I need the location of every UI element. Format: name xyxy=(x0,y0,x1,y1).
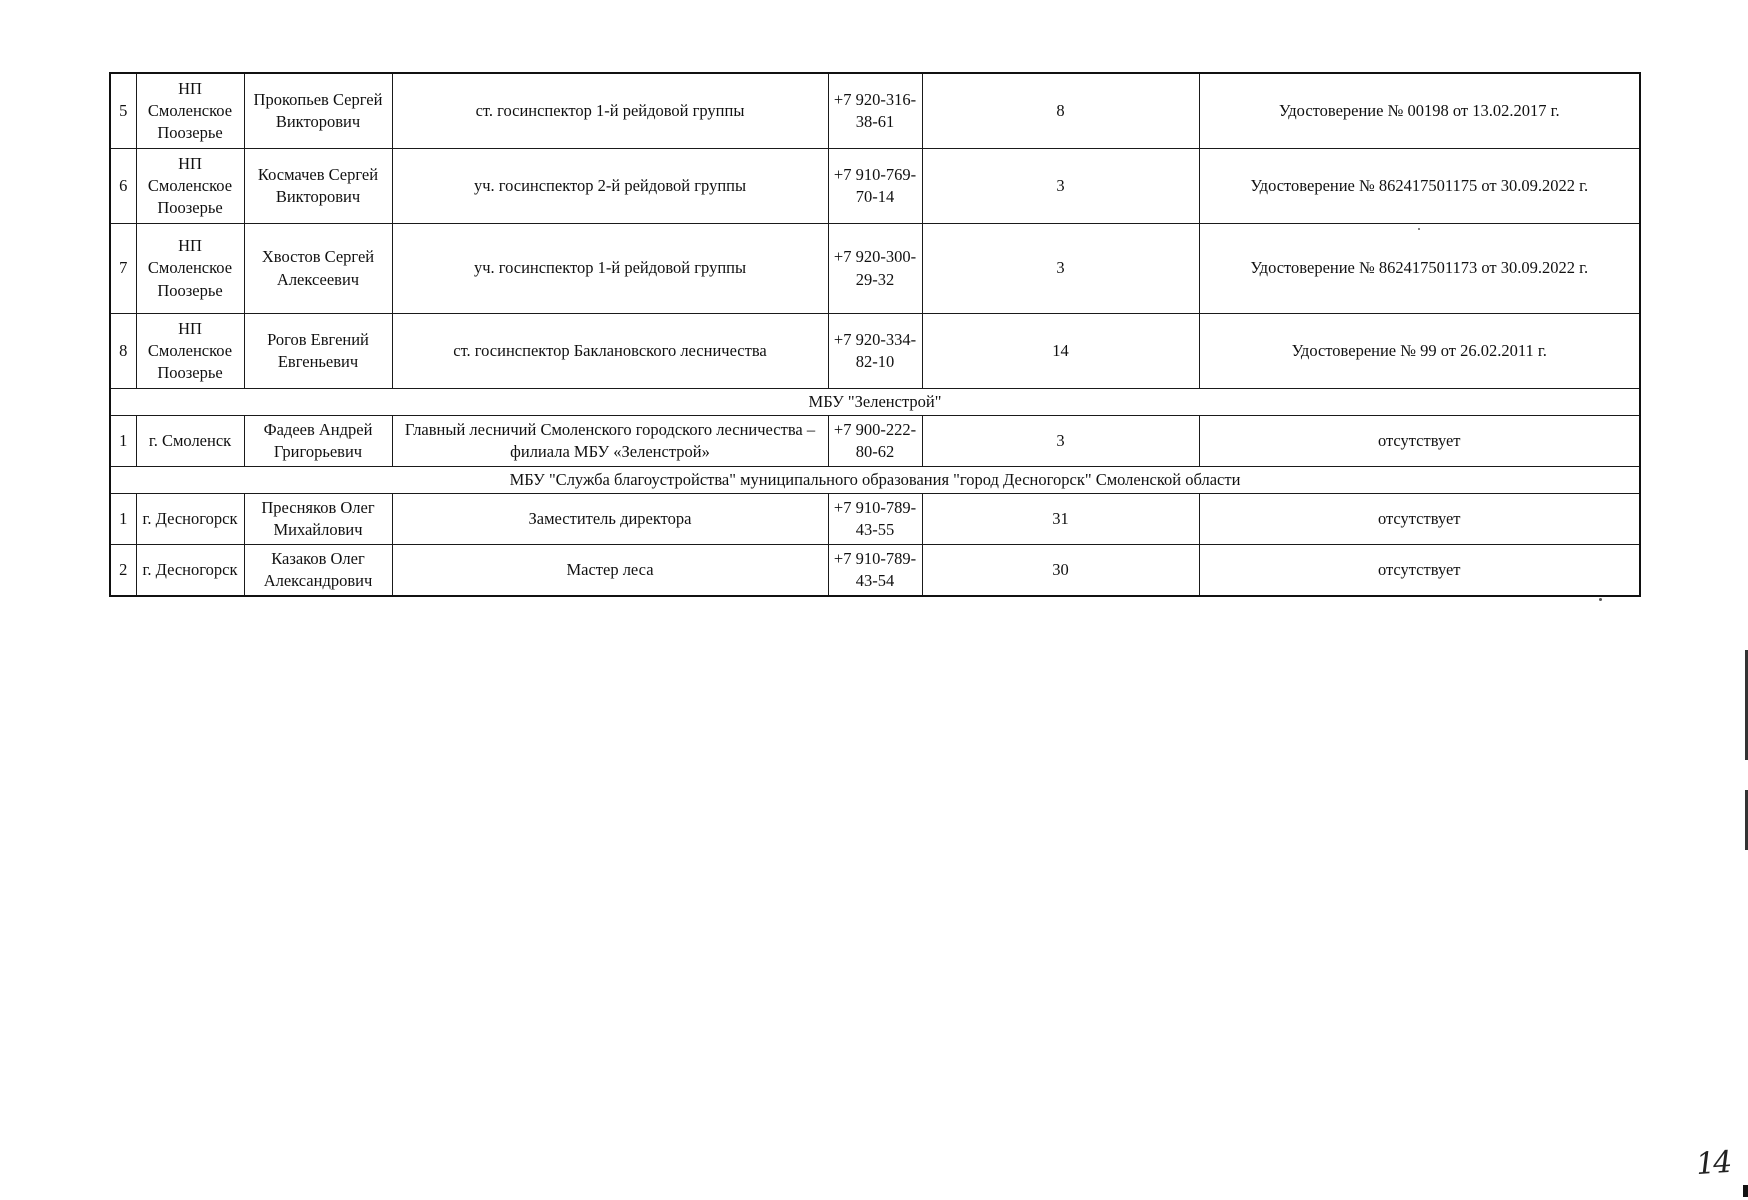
table-row xyxy=(110,545,1640,597)
experience-cell: 3 xyxy=(922,416,1199,467)
full-name-cell: Хвостов Сергей Алексеевич xyxy=(244,224,392,314)
full-name-cell: Казаков Олег Александрович xyxy=(244,545,392,597)
scan-dot xyxy=(1599,598,1602,601)
phone-cell: +7 920-316-38-61 xyxy=(828,73,922,149)
personnel-table xyxy=(109,72,1641,597)
row-number: 8 xyxy=(110,314,136,389)
position-cell: ст. госинспектор Баклановского лесничества xyxy=(392,314,828,389)
full-name-cell: Прокопьев Сергей Викторович xyxy=(244,73,392,149)
organization-cell: г. Смоленск xyxy=(136,416,244,467)
experience-cell: 31 xyxy=(922,494,1199,545)
section-header-row xyxy=(110,467,1640,494)
section-title: МБУ "Служба благоустройства" муниципального образования "город Десногорск" Смоленской области xyxy=(110,467,1640,494)
document-cell: отсутствует xyxy=(1199,494,1640,545)
organization-cell: НП Смоленское Поозерье xyxy=(136,314,244,389)
row-number: 2 xyxy=(110,545,136,597)
experience-cell: 3 xyxy=(922,149,1199,224)
organization-cell: НП Смоленское Поозерье xyxy=(136,224,244,314)
row-number: 7 xyxy=(110,224,136,314)
position-cell: Мастер леса xyxy=(392,545,828,597)
row-number: 5 xyxy=(110,73,136,149)
position-cell: уч. госинспектор 1-й рейдовой группы xyxy=(392,224,828,314)
document-cell: Удостоверение № 00198 от 13.02.2017 г. xyxy=(1199,73,1640,149)
position-cell: Заместитель директора xyxy=(392,494,828,545)
row-number: 1 xyxy=(110,416,136,467)
phone-cell: +7 910-789-43-54 xyxy=(828,545,922,597)
full-name-cell: Космачев Сергей Викторович xyxy=(244,149,392,224)
position-cell: уч. госинспектор 2-й рейдовой группы xyxy=(392,149,828,224)
row-number: 1 xyxy=(110,494,136,545)
full-name-cell: Пресняков Олег Михайлович xyxy=(244,494,392,545)
scan-dot xyxy=(1418,228,1420,230)
full-name-cell: Фадеев Андрей Григорьевич xyxy=(244,416,392,467)
section-title: МБУ "Зеленстрой" xyxy=(110,389,1640,416)
phone-cell: +7 920-334-82-10 xyxy=(828,314,922,389)
page-number: 14 xyxy=(1694,1144,1732,1183)
document-cell: Удостоверение № 862417501173 от 30.09.2022 г. xyxy=(1199,224,1640,314)
organization-cell: НП Смоленское Поозерье xyxy=(136,149,244,224)
document-cell: Удостоверение № 99 от 26.02.2011 г. xyxy=(1199,314,1640,389)
organization-cell: НП Смоленское Поозерье xyxy=(136,73,244,149)
table-row xyxy=(110,314,1640,389)
organization-cell: г. Десногорск xyxy=(136,545,244,597)
document-cell: отсутствует xyxy=(1199,545,1640,597)
table-row xyxy=(110,494,1640,545)
organization-cell: г. Десногорск xyxy=(136,494,244,545)
position-cell: Главный лесничий Смоленского городского лесничества – филиала МБУ «Зеленстрой» xyxy=(392,416,828,467)
table-row xyxy=(110,149,1640,224)
document-cell: отсутствует xyxy=(1199,416,1640,467)
experience-cell: 3 xyxy=(922,224,1199,314)
table-row xyxy=(110,224,1640,314)
document-cell: Удостоверение № 862417501175 от 30.09.2022 г. xyxy=(1199,149,1640,224)
experience-cell: 30 xyxy=(922,545,1199,597)
table-row xyxy=(110,73,1640,149)
phone-cell: +7 910-769-70-14 xyxy=(828,149,922,224)
section-header-row xyxy=(110,389,1640,416)
experience-cell: 14 xyxy=(922,314,1199,389)
experience-cell: 8 xyxy=(922,73,1199,149)
row-number: 6 xyxy=(110,149,136,224)
scan-edge-mark xyxy=(1743,1185,1748,1197)
full-name-cell: Рогов Евгений Евгеньевич xyxy=(244,314,392,389)
phone-cell: +7 920-300-29-32 xyxy=(828,224,922,314)
phone-cell: +7 900-222-80-62 xyxy=(828,416,922,467)
table-row xyxy=(110,416,1640,467)
position-cell: ст. госинспектор 1-й рейдовой группы xyxy=(392,73,828,149)
phone-cell: +7 910-789-43-55 xyxy=(828,494,922,545)
